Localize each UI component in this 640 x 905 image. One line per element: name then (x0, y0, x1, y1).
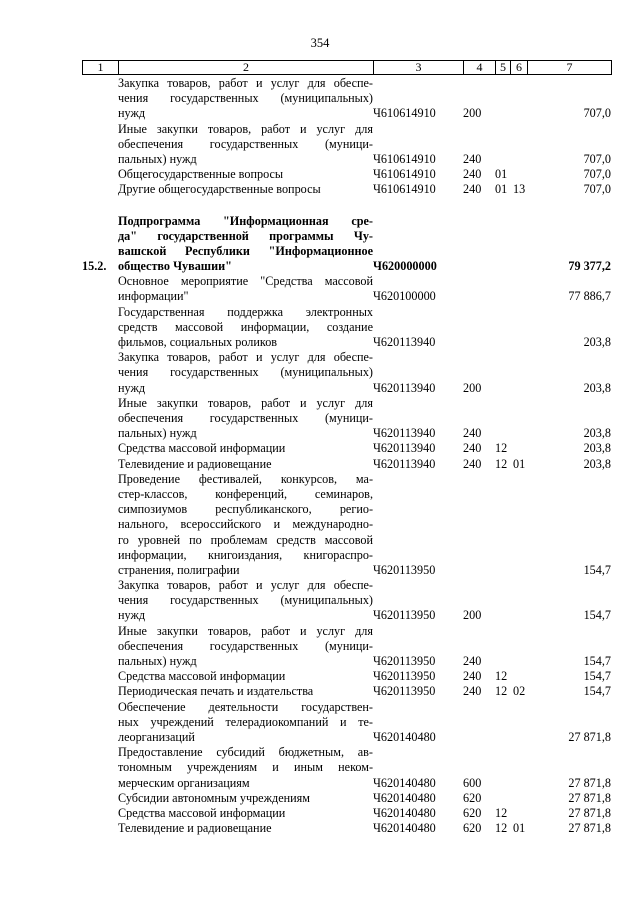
item-name (118, 791, 373, 806)
expense-type-code: 200 (463, 608, 482, 623)
column-header-cell: 2 (119, 61, 374, 75)
amount: 27 871,8 (568, 775, 611, 790)
target-article-code: Ч620113950 (373, 562, 436, 577)
subsection-code (513, 806, 535, 821)
section-code (495, 745, 513, 791)
item-name-line: пальных) нужд (118, 654, 197, 668)
item-name (118, 669, 373, 684)
item-name-line: нужд (118, 106, 146, 121)
section-code: 12 (495, 669, 508, 684)
expense-type-code: 620 (463, 790, 482, 805)
section-number (82, 182, 118, 197)
subsection-code: 01 (513, 821, 526, 836)
section-code (495, 76, 513, 122)
section-number (82, 806, 118, 821)
table-row (82, 684, 611, 699)
subsection-code (513, 167, 535, 182)
item-name-line: пальных) нужд (118, 151, 197, 166)
item-name (118, 305, 373, 351)
amount: 27 871,8 (568, 805, 611, 820)
amount: 154,7 (583, 653, 611, 668)
item-name-line: мерческим организациям (118, 775, 250, 790)
item-name (118, 350, 373, 396)
table-row (82, 578, 611, 624)
spacer-cell (82, 198, 611, 214)
expense-type-code (463, 472, 495, 578)
item-name-line: Средства массовой информации (118, 441, 286, 456)
column-header-cell: 3 (374, 61, 464, 75)
section-code: 12 (495, 456, 508, 471)
target-article-code: Ч620140480 (373, 775, 436, 790)
item-name-line: вашской Республики "Информационное (118, 243, 373, 258)
expense-type-code: 240 (463, 441, 482, 456)
item-name-line: Подпрограмма "Информационная сре- (118, 213, 373, 228)
amount: 154,7 (583, 562, 611, 577)
item-name-line: Субсидии автономным учреждениям (118, 790, 310, 805)
subsection-code (513, 700, 535, 746)
target-article-code: Ч610614910 (373, 151, 436, 166)
table-row (82, 167, 611, 182)
table-row (82, 305, 611, 351)
amount: 203,8 (583, 426, 611, 441)
subsection-code (513, 350, 535, 396)
table-row (82, 76, 611, 122)
item-name (118, 274, 373, 304)
budget-table (82, 76, 611, 836)
subsection-code (513, 396, 535, 442)
item-name (118, 457, 373, 472)
amount: 27 871,8 (568, 821, 611, 836)
table-row (82, 700, 611, 746)
column-header-cell: 6 (511, 61, 528, 75)
amount: 707,0 (583, 167, 611, 182)
expense-type-code: 240 (463, 182, 482, 197)
spacer-row (82, 198, 611, 214)
item-name-line: информации" (118, 289, 189, 304)
amount: 154,7 (583, 669, 611, 684)
item-name-line: стер-классов, конференций, семинаров, (118, 486, 373, 501)
target-article-code: Ч610614910 (373, 167, 436, 182)
section-code (495, 350, 513, 396)
item-name-line: Предоставление субсидий бюджетным, ав- (118, 745, 373, 760)
item-name-line: Обеспечение деятельности государствен- (118, 699, 373, 714)
table-row (82, 214, 611, 275)
expense-type-code: 240 (463, 456, 482, 471)
table-row (82, 396, 611, 442)
item-name (118, 821, 373, 836)
table-row (82, 669, 611, 684)
expense-type-code (463, 700, 495, 746)
section-code: 12 (495, 805, 508, 820)
section-code (495, 305, 513, 351)
section-number: 15.2. (82, 259, 107, 274)
expense-type-code: 240 (463, 151, 482, 166)
subsection-code (513, 669, 535, 684)
item-name-line: Телевидение и радиовещание (118, 821, 272, 836)
item-name (118, 624, 373, 670)
table-row (82, 745, 611, 791)
section-code (495, 791, 513, 806)
column-header-cell: 1 (83, 61, 119, 75)
expense-type-code: 620 (463, 821, 482, 836)
expense-type-code: 240 (463, 684, 482, 699)
item-name-line: информации, книгоиздания, книгораспро- (118, 547, 373, 562)
section-code (495, 472, 513, 578)
item-name-line: обеспечения государственных (муници- (118, 410, 373, 425)
section-number (82, 76, 118, 122)
item-name-line: нужд (118, 608, 146, 623)
expense-type-code: 240 (463, 653, 482, 668)
item-name-line: Средства массовой информации (118, 805, 286, 820)
amount: 707,0 (583, 106, 611, 121)
item-name-line: Государственная поддержка электронных (118, 304, 373, 319)
section-number (82, 745, 118, 791)
subsection-code: 01 (513, 456, 526, 471)
target-article-code: Ч620113950 (373, 684, 436, 699)
item-name-line: Телевидение и радиовещание (118, 456, 272, 471)
item-name-line: средств массовой информации, создание (118, 319, 373, 334)
item-name-line: обеспечения государственных (муници- (118, 136, 373, 151)
target-article-code: Ч620113950 (373, 608, 436, 623)
item-name-line: леорганизаций (118, 729, 195, 744)
expense-type-code (463, 305, 495, 351)
item-name (118, 167, 373, 182)
item-name (118, 214, 373, 275)
item-name (118, 122, 373, 168)
item-name (118, 441, 373, 456)
table-row (82, 457, 611, 472)
item-name-line: общество Чувашии" (118, 259, 232, 274)
item-name-line: обеспечения государственных (муници- (118, 638, 373, 653)
section-number (82, 791, 118, 806)
item-name-line: чения государственных (муниципальных) (118, 593, 373, 608)
subsection-code (513, 305, 535, 351)
column-header-table (82, 60, 612, 75)
target-article-code: Ч620113940 (373, 335, 436, 350)
subsection-code (513, 274, 535, 304)
item-name (118, 472, 373, 578)
subsection-code: 02 (513, 684, 526, 699)
item-name-line: фильмов, социальных роликов (118, 335, 278, 350)
table-row (82, 274, 611, 304)
table-row (82, 624, 611, 670)
section-code (495, 578, 513, 624)
amount: 79 377,2 (568, 259, 611, 274)
target-article-code: Ч620113950 (373, 669, 436, 684)
section-number (82, 167, 118, 182)
table-row (82, 441, 611, 456)
section-number (82, 122, 118, 168)
section-code: 01 (495, 167, 508, 182)
item-name (118, 76, 373, 122)
section-code: 01 (495, 182, 508, 197)
subsection-code (513, 791, 535, 806)
item-name (118, 578, 373, 624)
subsection-code (513, 122, 535, 168)
section-number (82, 700, 118, 746)
target-article-code: Ч620100000 (373, 289, 436, 304)
item-name-line: го уровней по проблемам средств массовой (118, 532, 373, 547)
target-article-code: Ч620140480 (373, 790, 436, 805)
subsection-code (513, 76, 535, 122)
target-article-code: Ч620113940 (373, 456, 436, 471)
item-name-line: Основное мероприятие "Средства массовой (118, 274, 373, 289)
table-row (82, 806, 611, 821)
item-name-line: да" государственной программы Чу- (118, 228, 373, 243)
amount: 27 871,8 (568, 729, 611, 744)
column-header-cell: 4 (464, 61, 496, 75)
table-row (82, 472, 611, 578)
section-code: 12 (495, 441, 508, 456)
amount: 203,8 (583, 456, 611, 471)
expense-type-code: 200 (463, 380, 482, 395)
expense-type-code: 240 (463, 167, 482, 182)
item-name-line: Иные закупки товаров, работ и услуг для (118, 623, 373, 638)
item-name-line: Средства массовой информации (118, 669, 286, 684)
item-name-line: ных учреждений телерадиокомпаний и те- (118, 714, 373, 729)
target-article-code: Ч620000000 (373, 259, 437, 274)
section-number (82, 350, 118, 396)
table-row (82, 182, 611, 197)
amount: 707,0 (583, 151, 611, 166)
section-number (82, 441, 118, 456)
expense-type-code (463, 274, 495, 304)
amount: 707,0 (583, 182, 611, 197)
subsection-code (513, 472, 535, 578)
section-code (495, 214, 513, 275)
item-name-line: чения государственных (муниципальных) (118, 91, 373, 106)
section-code (495, 700, 513, 746)
item-name-line: симпозиумов республиканского, регио- (118, 502, 373, 517)
section-code (495, 274, 513, 304)
table-row (82, 122, 611, 168)
expense-type-code: 620 (463, 805, 482, 820)
subsection-code: 13 (513, 182, 526, 197)
item-name-line: Закупка товаров, работ и услуг для обеспе- (118, 76, 373, 90)
section-number (82, 821, 118, 836)
item-name-line: Иные закупки товаров, работ и услуг для (118, 395, 373, 410)
item-name-line: чения государственных (муниципальных) (118, 365, 373, 380)
item-name (118, 806, 373, 821)
target-article-code: Ч610614910 (373, 106, 436, 121)
item-name-line: странения, полиграфии (118, 562, 240, 577)
amount: 203,8 (583, 441, 611, 456)
target-article-code: Ч610614910 (373, 182, 436, 197)
target-article-code: Ч620140480 (373, 729, 436, 744)
amount: 27 871,8 (568, 790, 611, 805)
section-code (495, 624, 513, 670)
amount: 154,7 (583, 608, 611, 623)
item-name (118, 182, 373, 197)
item-name-line: нужд (118, 380, 146, 395)
expense-type-code: 240 (463, 669, 482, 684)
table-row (82, 821, 611, 836)
expense-type-code: 240 (463, 426, 482, 441)
item-name-line: Иные закупки товаров, работ и услуг для (118, 121, 373, 136)
item-name-line: Закупка товаров, работ и услуг для обеспе- (118, 578, 373, 593)
target-article-code: Ч620113950 (373, 653, 436, 668)
section-number (82, 274, 118, 304)
section-code (495, 396, 513, 442)
item-name-line: Общегосударственные вопросы (118, 167, 284, 182)
section-number (82, 457, 118, 472)
column-header-row (83, 61, 612, 75)
subsection-code (513, 214, 535, 275)
item-name-line: Закупка товаров, работ и услуг для обеспе- (118, 350, 373, 365)
item-name (118, 700, 373, 746)
target-article-code: Ч620140480 (373, 805, 436, 820)
target-article-code: Ч620113940 (373, 426, 436, 441)
amount: 203,8 (583, 335, 611, 350)
section-number (82, 669, 118, 684)
column-header-cell: 7 (528, 61, 612, 75)
item-name (118, 745, 373, 791)
section-number (82, 578, 118, 624)
section-number (82, 396, 118, 442)
section-number (82, 684, 118, 699)
subsection-code (513, 624, 535, 670)
expense-type-code: 200 (463, 106, 482, 121)
item-name-line: пальных) нужд (118, 426, 197, 441)
section-number (82, 472, 118, 578)
subsection-code (513, 578, 535, 624)
expense-type-code (463, 214, 495, 275)
table-row (82, 791, 611, 806)
page-number: 354 (310, 36, 330, 50)
item-name-line: тономным учреждениям и иным неком- (118, 760, 373, 775)
item-name (118, 396, 373, 442)
item-name-line: Другие общегосударственные вопросы (118, 182, 321, 197)
table-row (82, 350, 611, 396)
item-name-line: Проведение фестивалей, конкурсов, ма- (118, 471, 373, 486)
section-number (82, 624, 118, 670)
section-code (495, 122, 513, 168)
amount: 154,7 (583, 684, 611, 699)
section-code: 12 (495, 821, 508, 836)
item-name (118, 684, 373, 699)
section-number (82, 305, 118, 351)
item-name-line: нального, всероссийского и международно- (118, 517, 373, 532)
amount: 77 886,7 (568, 289, 611, 304)
subsection-code (513, 441, 535, 456)
target-article-code: Ч620113940 (373, 441, 436, 456)
section-code: 12 (495, 684, 508, 699)
subsection-code (513, 745, 535, 791)
amount: 203,8 (583, 380, 611, 395)
column-header-cell: 5 (496, 61, 511, 75)
item-name-line: Периодическая печать и издательства (118, 684, 314, 699)
target-article-code: Ч620113940 (373, 380, 436, 395)
target-article-code: Ч620140480 (373, 821, 436, 836)
expense-type-code: 600 (463, 775, 482, 790)
